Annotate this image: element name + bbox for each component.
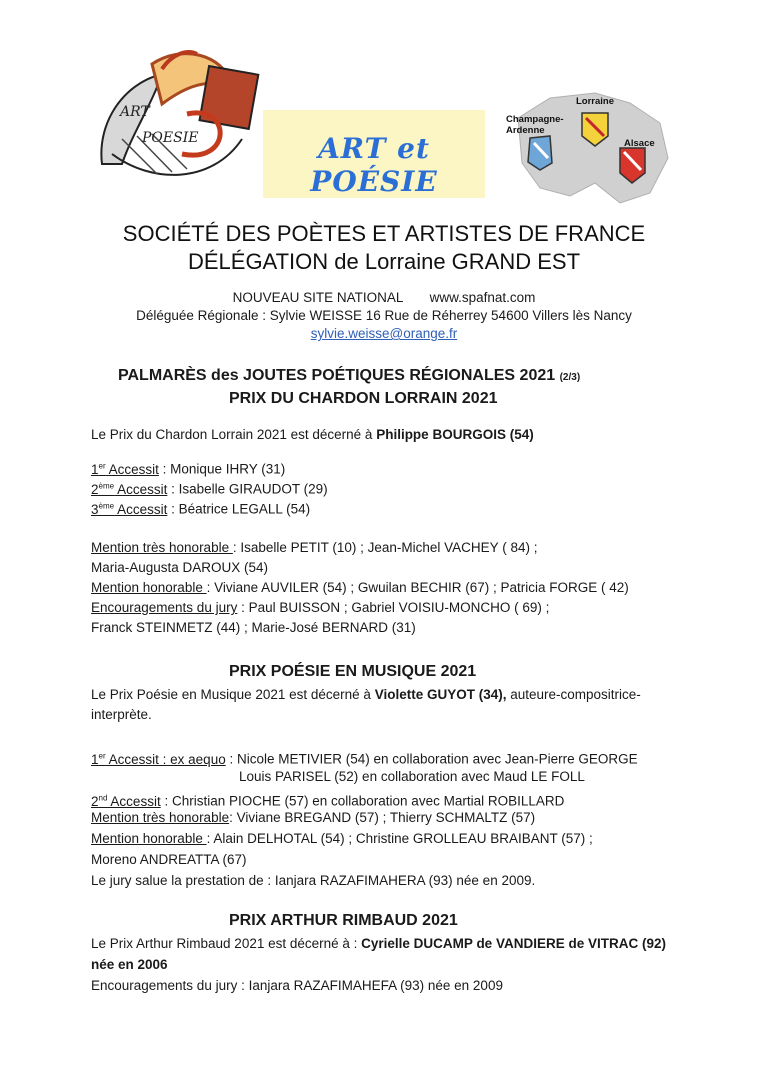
rimbaud-winner-prefix: Le Prix Arthur Rimbaud 2021 est décerné à :: [91, 936, 362, 951]
grand-est-map: [500, 78, 672, 208]
chardon-accessit-1-num: 1: [91, 461, 99, 477]
chardon-mention-value: : Viviane AUVILER (54) ; Gwuilan BECHIR (67) ; Patricia FORGE ( 42): [206, 580, 629, 595]
musique-title: PRIX POÉSIE EN MUSIQUE 2021: [229, 663, 477, 680]
logo-text-art: ART: [120, 104, 150, 120]
musique-mention: [91, 829, 593, 849]
society-title: SOCIÉTÉ DES POÈTES ET ARTISTES DE FRANCE: [122, 221, 646, 246]
musique-accessit-2-num: 2: [91, 793, 99, 809]
chardon-accessit-1-sup: er: [98, 461, 106, 470]
musique-winner-2: interprète.: [91, 707, 152, 722]
art-poesie-logo: [92, 44, 262, 194]
chardon-accessit-3-sup: ème: [98, 501, 115, 510]
chardon-accessit-3-label: [91, 502, 167, 517]
banner-text: ART et POÉSIE: [310, 132, 438, 198]
chardon-winner: [91, 425, 534, 445]
email-link[interactable]: sylvie.weisse@orange.fr: [310, 326, 458, 341]
chardon-accessit-3-num: 3: [91, 501, 99, 517]
musique-winner-name: Violette GUYOT (34),: [374, 687, 507, 702]
musique-mention-value: : Alain DELHOTAL (54) ; Christine GROLLEAU BRAIBANT (57) ;: [206, 831, 593, 846]
chardon-winner-name: Philippe BOURGOIS (54): [376, 427, 534, 442]
musique-mention-tres-value: : Viviane BREGAND (57) ; Thierry SCHMALTZ (57): [229, 810, 536, 825]
chardon-encouragements-2: Franck STEINMETZ (44) ; Marie-José BERNARD (31): [91, 620, 416, 635]
musique-mention-tres: [91, 808, 535, 828]
chardon-accessit-2-num: 2: [91, 481, 99, 497]
palmares-title: [118, 366, 580, 388]
musique-mention-label: Mention honorable: [91, 831, 207, 846]
chardon-accessit-1-text: Accessit: [105, 461, 159, 477]
chardon-accessit-1-value: : Monique IHRY (31): [158, 461, 286, 477]
rimbaud-encouragements: Encouragements du jury : Ianjara RAZAFIMAHEFA (93) née en 2009: [91, 978, 503, 993]
chardon-mention-tres-2: Maria-Augusta DAROUX (54): [91, 560, 269, 575]
chardon-accessit-1-label: [91, 462, 159, 477]
musique-accessit-1-num: 1: [91, 751, 99, 767]
musique-accessit-2-text: Accessit: [107, 793, 161, 809]
chardon-accessit-3-value: : Béatrice LEGALL (54): [167, 501, 311, 517]
chardon-accessit-2-label: [91, 482, 167, 497]
site-label: NOUVEAU SITE NATIONAL: [232, 290, 404, 305]
champagne-shield-icon: [528, 136, 552, 170]
chardon-mention-tres-value: : Isabelle PETIT (10) ; Jean-Michel VACHEY ( 84) ;: [232, 540, 538, 555]
chardon-title: PRIX DU CHARDON LORRAIN 2021: [229, 390, 498, 407]
musique-accessit-1-label: [91, 752, 226, 767]
map-label-lorraine: Lorraine: [576, 96, 615, 107]
palmares-heading: PALMARÈS des JOUTES POÉTIQUES RÉGIONALES 2021: [118, 367, 556, 384]
musique-accessit-2-sup: nd: [98, 793, 108, 802]
musique-accessit-1-2: Louis PARISEL (52) en collaboration avec Maud LE FOLL: [239, 769, 585, 784]
delegation-title: DÉLÉGATION de Lorraine GRAND EST: [187, 249, 581, 274]
chardon-mention-tres: [91, 538, 537, 558]
rimbaud-title: PRIX ARTHUR RIMBAUD 2021: [229, 912, 458, 929]
palmares-page: (2/3): [559, 372, 581, 383]
chardon-accessit-2-sup: ème: [98, 481, 115, 490]
chardon-accessit-3: [91, 496, 310, 520]
musique-salue: Le jury salue la prestation de : Ianjara RAZAFIMAHERA (93) née en 2009.: [91, 873, 536, 888]
musique-accessit-1: [91, 746, 638, 770]
musique-accessit-1-text: Accessit : ex aequo: [105, 751, 226, 767]
email-line: [0, 324, 768, 344]
delegate-line: Déléguée Régionale : Sylvie WEISSE 16 Rue de Réherrey 54600 Villers lès Nancy: [136, 308, 632, 323]
rimbaud-winner: [91, 934, 666, 954]
chardon-encouragements: [91, 598, 549, 618]
site-line: [0, 288, 768, 308]
art-poesie-banner: [263, 110, 485, 198]
musique-accessit-2-label: [91, 794, 161, 809]
musique-winner-prefix: Le Prix Poésie en Musique 2021 est décerné à: [91, 687, 375, 702]
musique-accessit-1-sup: er: [98, 751, 106, 760]
musique-accessit-1-value: : Nicole METIVIER (54) en collaboration avec Jean-Pierre GEORGE: [225, 751, 638, 767]
musique-winner-suffix: auteure-compositrice-: [506, 687, 641, 702]
chardon-encour-value: : Paul BUISSON ; Gabriel VOISIU-MONCHO ( 69) ;: [237, 600, 550, 615]
musique-mention-tres-label: Mention très honorable: [91, 810, 230, 825]
map-label-champagne: Champagne- Ardenne: [506, 114, 564, 136]
rimbaud-winner-2: née en 2006: [91, 957, 168, 972]
chardon-mention-tres-label: Mention très honorable: [91, 540, 233, 555]
musique-winner: [91, 685, 641, 705]
site-url[interactable]: www.spafnat.com: [429, 290, 536, 305]
musique-accessit-2-value: : Christian PIOCHE (57) en collaboration avec Martial ROBILLARD: [160, 793, 565, 809]
musique-mention-2: Moreno ANDREATTA (67): [91, 852, 247, 867]
map-label-alsace: Alsace: [624, 138, 655, 149]
chardon-accessit-2-text: Accessit: [114, 481, 168, 497]
chardon-mention-label: Mention honorable: [91, 580, 207, 595]
chardon-accessit-2-value: : Isabelle GIRAUDOT (29): [167, 481, 328, 497]
chardon-winner-prefix: Le Prix du Chardon Lorrain 2021 est décerné à: [91, 427, 377, 442]
logo-text-poesie: POESIE: [142, 130, 199, 146]
chardon-mention: [91, 578, 629, 598]
chardon-encour-label: Encouragements du jury: [91, 600, 238, 615]
chardon-accessit-3-text: Accessit: [114, 501, 168, 517]
rimbaud-winner-name: Cyrielle DUCAMP de VANDIERE de VITRAC (92): [361, 936, 666, 951]
